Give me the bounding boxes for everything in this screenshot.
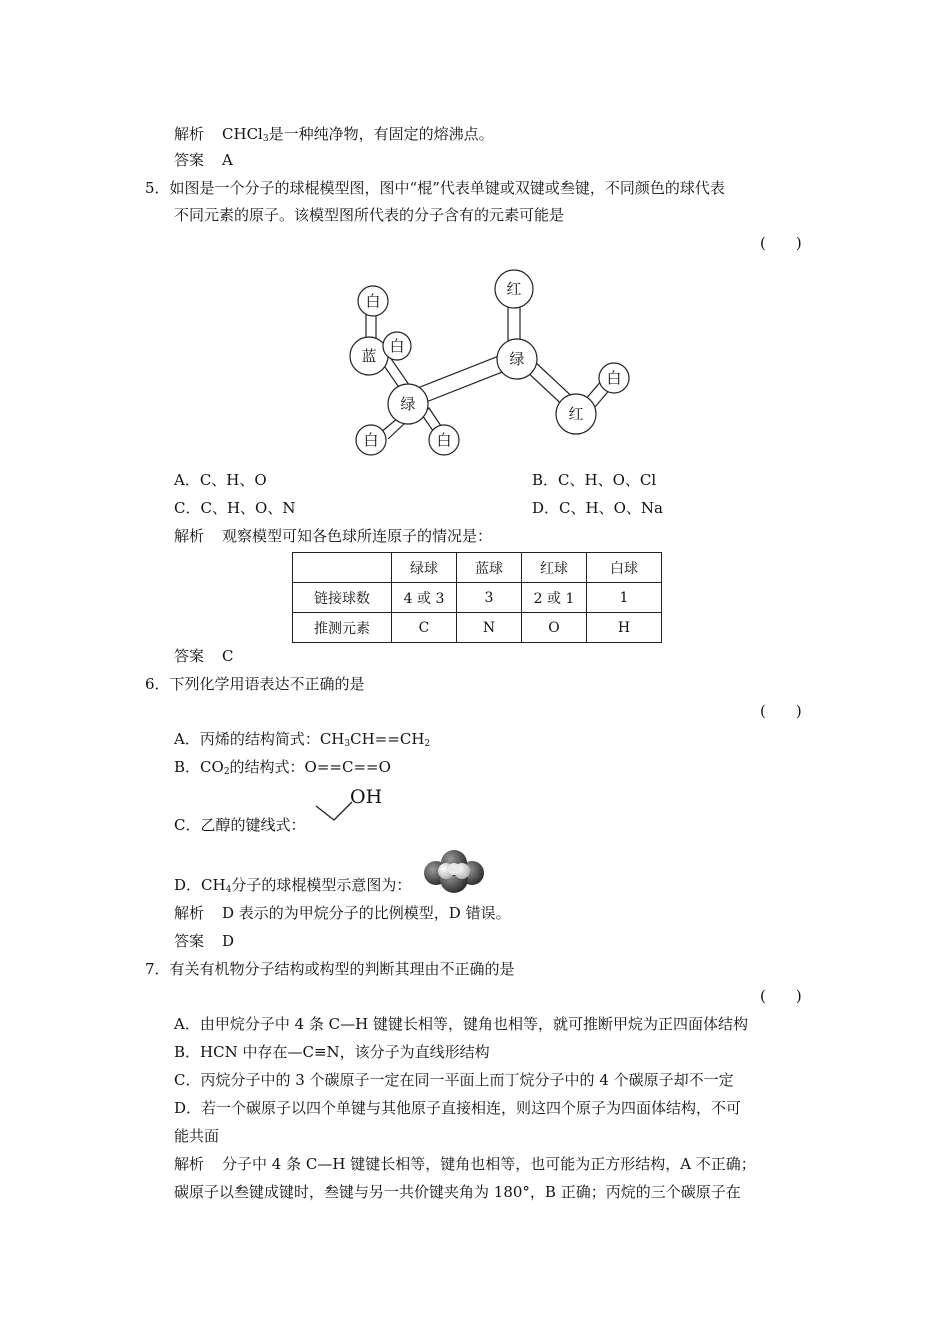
q7-option-b: B．HCN 中存在—C≡N，该分子为直线形结构 [174, 1043, 490, 1061]
table-cell: 推测元素 [293, 613, 392, 643]
table-cell: 4 或 3 [392, 583, 457, 613]
analysis-label: 解析 [174, 125, 205, 143]
ball-label-green: 绿 [400, 395, 416, 413]
q6-option-a [174, 729, 430, 749]
table-header-cell: 绿球 [392, 553, 457, 583]
q7-option-c: C．丙烷分子中的 3 个碳原子一定在同一平面上而丁烷分子中的 4 个碳原子却不一定 [174, 1071, 734, 1089]
ball-stick-model [330, 260, 650, 460]
q6-answer-bracket: ( ) [760, 702, 802, 720]
q6-analysis-text: D 表示的为甲烷分子的比例模型，D 错误。 [222, 904, 511, 922]
ball-label-red: 红 [568, 405, 584, 423]
table-header-cell: 蓝球 [457, 553, 522, 583]
table-cell: 2 或 1 [522, 583, 587, 613]
table-cell: N [457, 613, 522, 643]
q5-answer [174, 646, 234, 666]
ball-label-red: 红 [506, 280, 522, 298]
q7-option-a: A．由甲烷分子中 4 条 C—H 键键长相等，键角也相等，就可推断甲烷为正四面体结构 [174, 1015, 749, 1033]
oh-group-label: OH [350, 786, 383, 808]
ball-label-white: 白 [436, 431, 452, 449]
q5-option-a: A．C、H、O [174, 471, 267, 489]
q6-option-c: C．乙醇的键线式： [174, 816, 306, 834]
table-cell: 3 [457, 583, 522, 613]
table-header-cell [293, 553, 392, 583]
table-cell: H [587, 613, 662, 643]
table-header-cell: 白球 [587, 553, 662, 583]
q5-analysis-text: 观察模型可知各色球所连原子的情况是： [222, 527, 493, 545]
subscript: 2 [223, 767, 230, 777]
q5-option-b: B．C、H、O、Cl [532, 471, 657, 489]
table-cell: C [392, 613, 457, 643]
table-header-row [293, 553, 662, 583]
atom-connection-table [292, 552, 662, 643]
q4-answer-value: A [222, 151, 233, 169]
q5-analysis [174, 526, 492, 546]
methane-space-filling-model [422, 845, 486, 895]
stick-green-white-left-2 [388, 423, 405, 439]
table-header-cell: 红球 [522, 553, 587, 583]
q6-analysis [174, 903, 511, 923]
table-row [293, 583, 662, 613]
q5-answer-bracket: ( ) [760, 234, 802, 252]
ball-label-white: 白 [606, 369, 622, 387]
answer-label: 答案 [174, 647, 205, 665]
q7-option-d-line1: D．若一个碳原子以四个单键与其他原子直接相连，则这四个原子为四面体结构，不可 [174, 1099, 742, 1117]
q7-answer-bracket: ( ) [760, 987, 802, 1005]
ball-label-white: 白 [365, 292, 381, 310]
q6-stem: 6．下列化学用语表达不正确的是 [145, 675, 365, 693]
q6-answer-value: D [222, 932, 235, 950]
q5-stem-line2: 不同元素的原子。该模型图所代表的分子含有的元素可能是 [174, 206, 565, 224]
q6-answer [174, 931, 234, 951]
q5-option-d: D．C、H、O、Na [532, 499, 663, 517]
q5-answer-value: C [222, 647, 234, 665]
q4-analysis [174, 124, 494, 144]
q5-option-c: C．C、H、O、N [174, 499, 296, 517]
subscript: 4 [225, 885, 232, 895]
q6-option-a-text: A．丙烯的结构简式：CH [174, 730, 345, 748]
q4-analysis-formula: CHCl [222, 125, 263, 143]
table-row [293, 613, 662, 643]
q6-option-d-text: 分子的球棍模型示意图为： [231, 876, 412, 894]
ball-label-blue: 蓝 [361, 347, 377, 365]
q4-answer [174, 150, 233, 170]
ethanol-skeletal-formula [312, 784, 392, 828]
q6-option-b-text: 的结构式：O==C==O [229, 758, 391, 776]
q5-stem-line1: 5．如图是一个分子的球棍模型图，图中“棍”代表单键或双键或叁键，不同颜色的球代表 [145, 179, 725, 197]
q7-analysis-line1 [174, 1154, 756, 1174]
answer-label: 答案 [174, 932, 205, 950]
q6-option-b-text: B．CO [174, 758, 224, 776]
table-cell: 1 [587, 583, 662, 613]
q6-option-d [174, 875, 411, 895]
answer-label: 答案 [174, 151, 205, 169]
q6-option-a-text: CH==CH [350, 730, 425, 748]
q7-analysis-text: 分子中 4 条 C—H 键键长相等，键角也相等，也可能为正方形结构，A 不正确； [222, 1155, 756, 1173]
q6-option-d-text: D．CH [174, 876, 226, 894]
analysis-label: 解析 [174, 1155, 205, 1173]
subscript: 3 [344, 739, 351, 749]
table-cell: 链接球数 [293, 583, 392, 613]
ball-label-white: 白 [389, 337, 405, 355]
analysis-label: 解析 [174, 527, 205, 545]
subscript: 2 [424, 739, 431, 749]
q7-option-d-line2: 能共面 [174, 1127, 220, 1145]
q4-analysis-formula-sub: 3 [262, 134, 269, 144]
analysis-label: 解析 [174, 904, 205, 922]
q7-analysis-line2: 碳原子以叁键成键时，叁键与另一共价键夹角为 180°，B 正确；丙烷的三个碳原子在 [174, 1183, 741, 1201]
q6-option-b [174, 757, 391, 777]
q7-stem: 7．有关有机物分子结构或构型的判断其理由不正确的是 [145, 960, 515, 978]
ball-label-green: 绿 [509, 350, 525, 368]
ball-label-white: 白 [363, 431, 379, 449]
q4-analysis-text: 是一种纯净物，有固定的熔沸点。 [268, 125, 494, 143]
table-cell: O [522, 613, 587, 643]
